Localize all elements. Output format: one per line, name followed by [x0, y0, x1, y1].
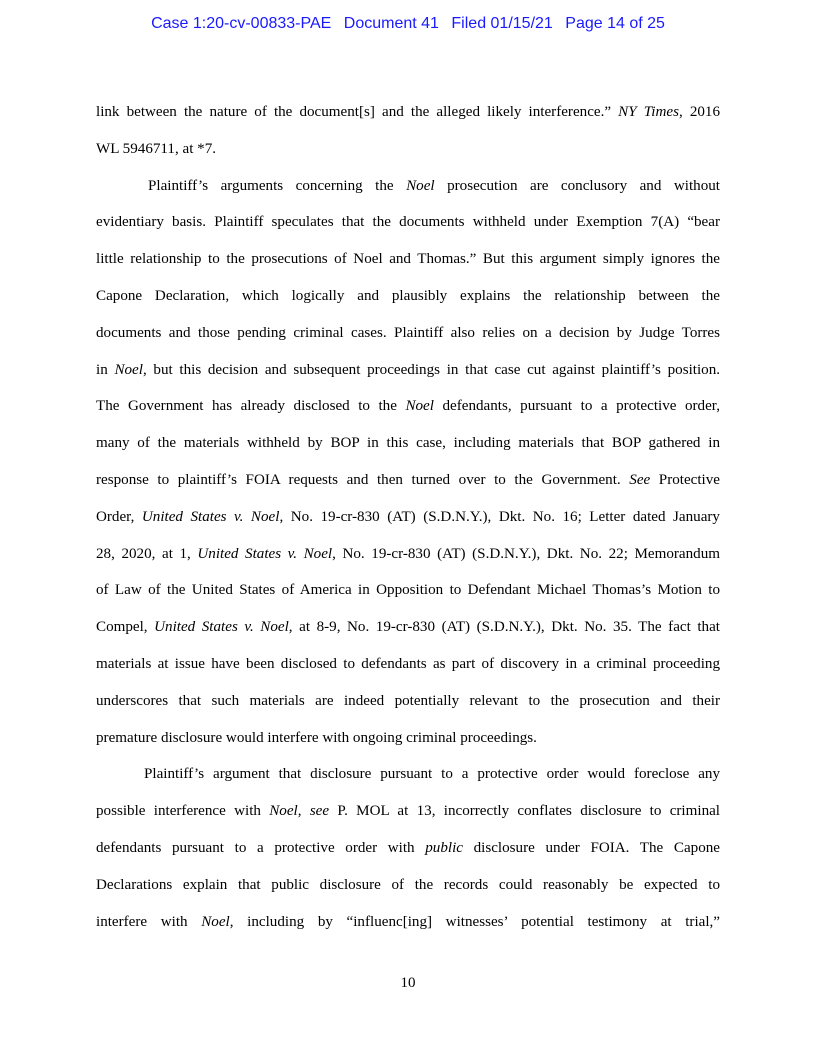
- body-line: little relationship to the prosecutions of Noel and Thomas.” But this argument simply ignores the: [96, 251, 720, 268]
- body-line: The Government has already disclosed to the Noel defendants, pursuant to a protective order,: [96, 398, 720, 415]
- italic-text: Noel: [269, 803, 298, 820]
- header-case-number: Case 1:20-cv-00833-PAE: [151, 15, 332, 32]
- body-line: Order, United States v. Noel, No. 19-cr-830 (AT) (S.D.N.Y.), Dkt. No. 16; Letter dated January: [96, 508, 720, 525]
- body-line: link between the nature of the document[s] and the alleged likely interference.” NY Times, 2016: [96, 104, 721, 120]
- italic-text: United States v. Noel: [197, 545, 333, 562]
- italic-text: see: [309, 803, 330, 820]
- italic-text: NY Times: [618, 104, 679, 120]
- body-line: many of the materials withheld by BOP in this case, including materials that BOP gathered in: [96, 435, 720, 452]
- case-header: [0, 13, 816, 35]
- body-line: 28, 2020, at 1, United States v. Noel, No. 19-cr-830 (AT) (S.D.N.Y.), Dkt. No. 22; Memorandum: [96, 545, 720, 562]
- page-number: 10: [400, 975, 416, 991]
- body-line: materials at issue have been disclosed to defendants as part of discovery in a criminal proceeding: [96, 655, 720, 672]
- body-line: response to plaintiff’s FOIA requests and then turned over to the Government. See Protective: [96, 471, 720, 488]
- header-page-count: Page 14 of 25: [565, 15, 665, 32]
- body-line: Plaintiff’s argument that disclosure pursuant to a protective order would foreclose any: [144, 766, 720, 783]
- body-line: in Noel, but this decision and subsequent proceedings in that case cut against plaintiff’s position.: [96, 361, 721, 378]
- italic-text: United States v. Noel: [141, 508, 280, 525]
- body-line: Capone Declaration, which logically and plausibly explains the relationship between the: [96, 287, 720, 304]
- body-line: Declarations explain that public disclosure of the records could reasonably be expected to: [96, 876, 720, 893]
- body-line: documents and those pending criminal cases. Plaintiff also relies on a decision by Judge Torres: [96, 324, 720, 341]
- body-line: underscores that such materials are indeed potentially relevant to the prosecution and their: [96, 692, 720, 709]
- body-line: WL 5946711, at *7.: [96, 140, 217, 157]
- body-line: Compel, United States v. Noel, at 8-9, No. 19-cr-830 (AT) (S.D.N.Y.), Dkt. No. 35. The fact that: [96, 619, 720, 636]
- body-line: evidentiary basis. Plaintiff speculates that the documents withheld under Exemption 7(A) “bear: [96, 214, 720, 231]
- header-document-number: Document 41: [343, 15, 439, 32]
- italic-text: Noel: [201, 913, 230, 930]
- italic-text: See: [629, 471, 651, 488]
- body-line: defendants pursuant to a protective order with public disclosure under FOIA. The Capone: [96, 839, 720, 856]
- document-body: [96, 94, 720, 940]
- body-line: of Law of the United States of America in Opposition to Defendant Michael Thomas’s Motion to: [96, 582, 720, 599]
- italic-text: Noel: [405, 398, 434, 415]
- italic-text: public: [425, 839, 463, 856]
- body-line: interfere with Noel, including by “influenc[ing] witnesses’ potential testimony at trial,”: [96, 913, 721, 930]
- body-line: premature disclosure would interfere with ongoing criminal proceedings.: [96, 729, 537, 746]
- italic-text: Noel: [406, 177, 435, 194]
- italic-text: Noel: [114, 361, 143, 378]
- italic-text: United States v. Noel: [154, 619, 289, 636]
- body-line: Plaintiff’s arguments concerning the Noel prosecution are conclusory and without: [148, 177, 721, 194]
- body-line: possible interference with Noel, see P. MOL at 13, incorrectly conflates disclosure to criminal: [96, 803, 721, 820]
- header-filed-date: Filed 01/15/21: [451, 15, 553, 32]
